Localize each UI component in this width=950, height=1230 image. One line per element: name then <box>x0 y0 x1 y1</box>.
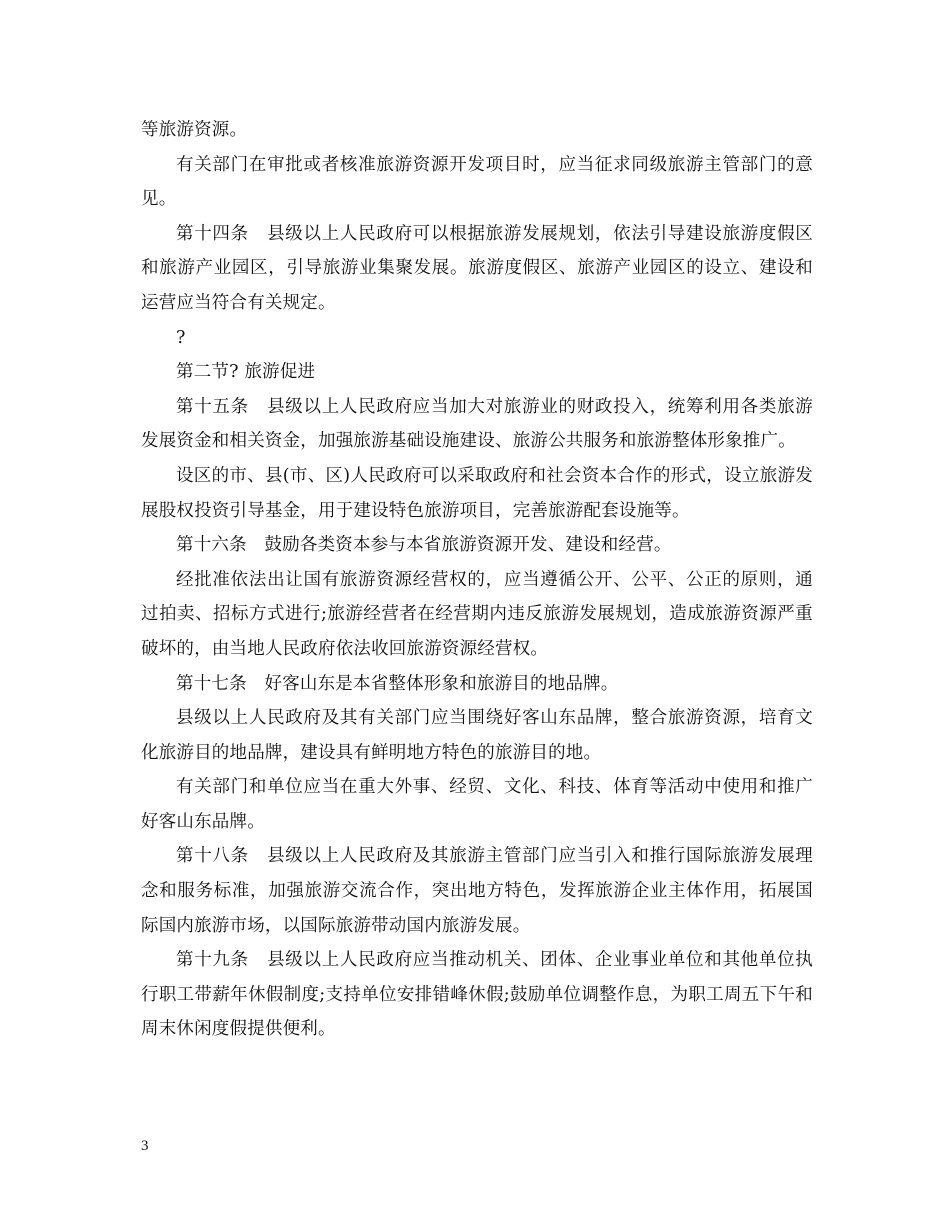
article-19: 第十九条 县级以上人民政府应当推动机关、团体、企业事业单位和其他单位执行职工带薪年休假制度;支持单位安排错峰休假;鼓励单位调整作息，为职工周五下午和周末休闲度假提供便利。 <box>141 950 813 1040</box>
paragraph: 经批准依法出让国有旅游资源经营权的，应当遵循公开、公平、公正的原则，通过拍卖、招标方式进行;旅游经营者在经营期内违反旅游发展规划，造成旅游资源严重破坏的，由当地人民政府依法收回旅游资源经营权。 <box>141 569 813 659</box>
section-heading: 第二节? 旅游促进 <box>176 362 316 383</box>
document-body <box>141 113 813 1047</box>
paragraph: 设区的市、县(市、区)人民政府可以采取政府和社会资本合作的形式，设立旅游发展股权投资引导基金，用于建设特色旅游项目，完善旅游配套设施等。 <box>141 465 813 521</box>
paragraph: 有关部门和单位应当在重大外事、经贸、文化、科技、体育等活动中使用和推广好客山东品牌。 <box>141 777 813 832</box>
paragraph: 县级以上人民政府及其有关部门应当围绕好客山东品牌，整合旅游资源，培育文化旅游目的地品牌，建设具有鲜明地方特色的旅游目的地。 <box>141 708 813 763</box>
paragraph: 等旅游资源。 <box>141 120 248 140</box>
page-number: 3 <box>141 1138 149 1154</box>
paragraph-placeholder: ? <box>176 327 186 348</box>
article-14: 第十四条 县级以上人民政府可以根据旅游发展规划，依法引导建设旅游度假区和旅游产业园区，引导旅游业集聚发展。旅游度假区、旅游产业园区的设立、建设和运营应当符合有关规定。 <box>141 223 813 313</box>
article-17: 第十七条 好客山东是本省整体形象和旅游目的地品牌。 <box>176 673 619 694</box>
paragraph: 有关部门在审批或者核准旅游资源开发项目时，应当征求同级旅游主管部门的意见。 <box>141 154 813 210</box>
article-16: 第十六条 鼓励各类资本参与本省旅游资源开发、建设和经营。 <box>176 535 672 556</box>
article-15: 第十五条 县级以上人民政府应当加大对旅游业的财政投入，统筹利用各类旅游发展资金和相关资金，加强旅游基础设施建设、旅游公共服务和旅游整体形象推广。 <box>141 396 813 452</box>
article-18: 第十八条 县级以上人民政府及其旅游主管部门应当引入和推行国际旅游发展理念和服务标准，加强旅游交流合作，突出地方特色，发挥旅游企业主体作用，拓展国际国内旅游市场，以国际旅游带动国内旅游发展。 <box>141 846 813 936</box>
